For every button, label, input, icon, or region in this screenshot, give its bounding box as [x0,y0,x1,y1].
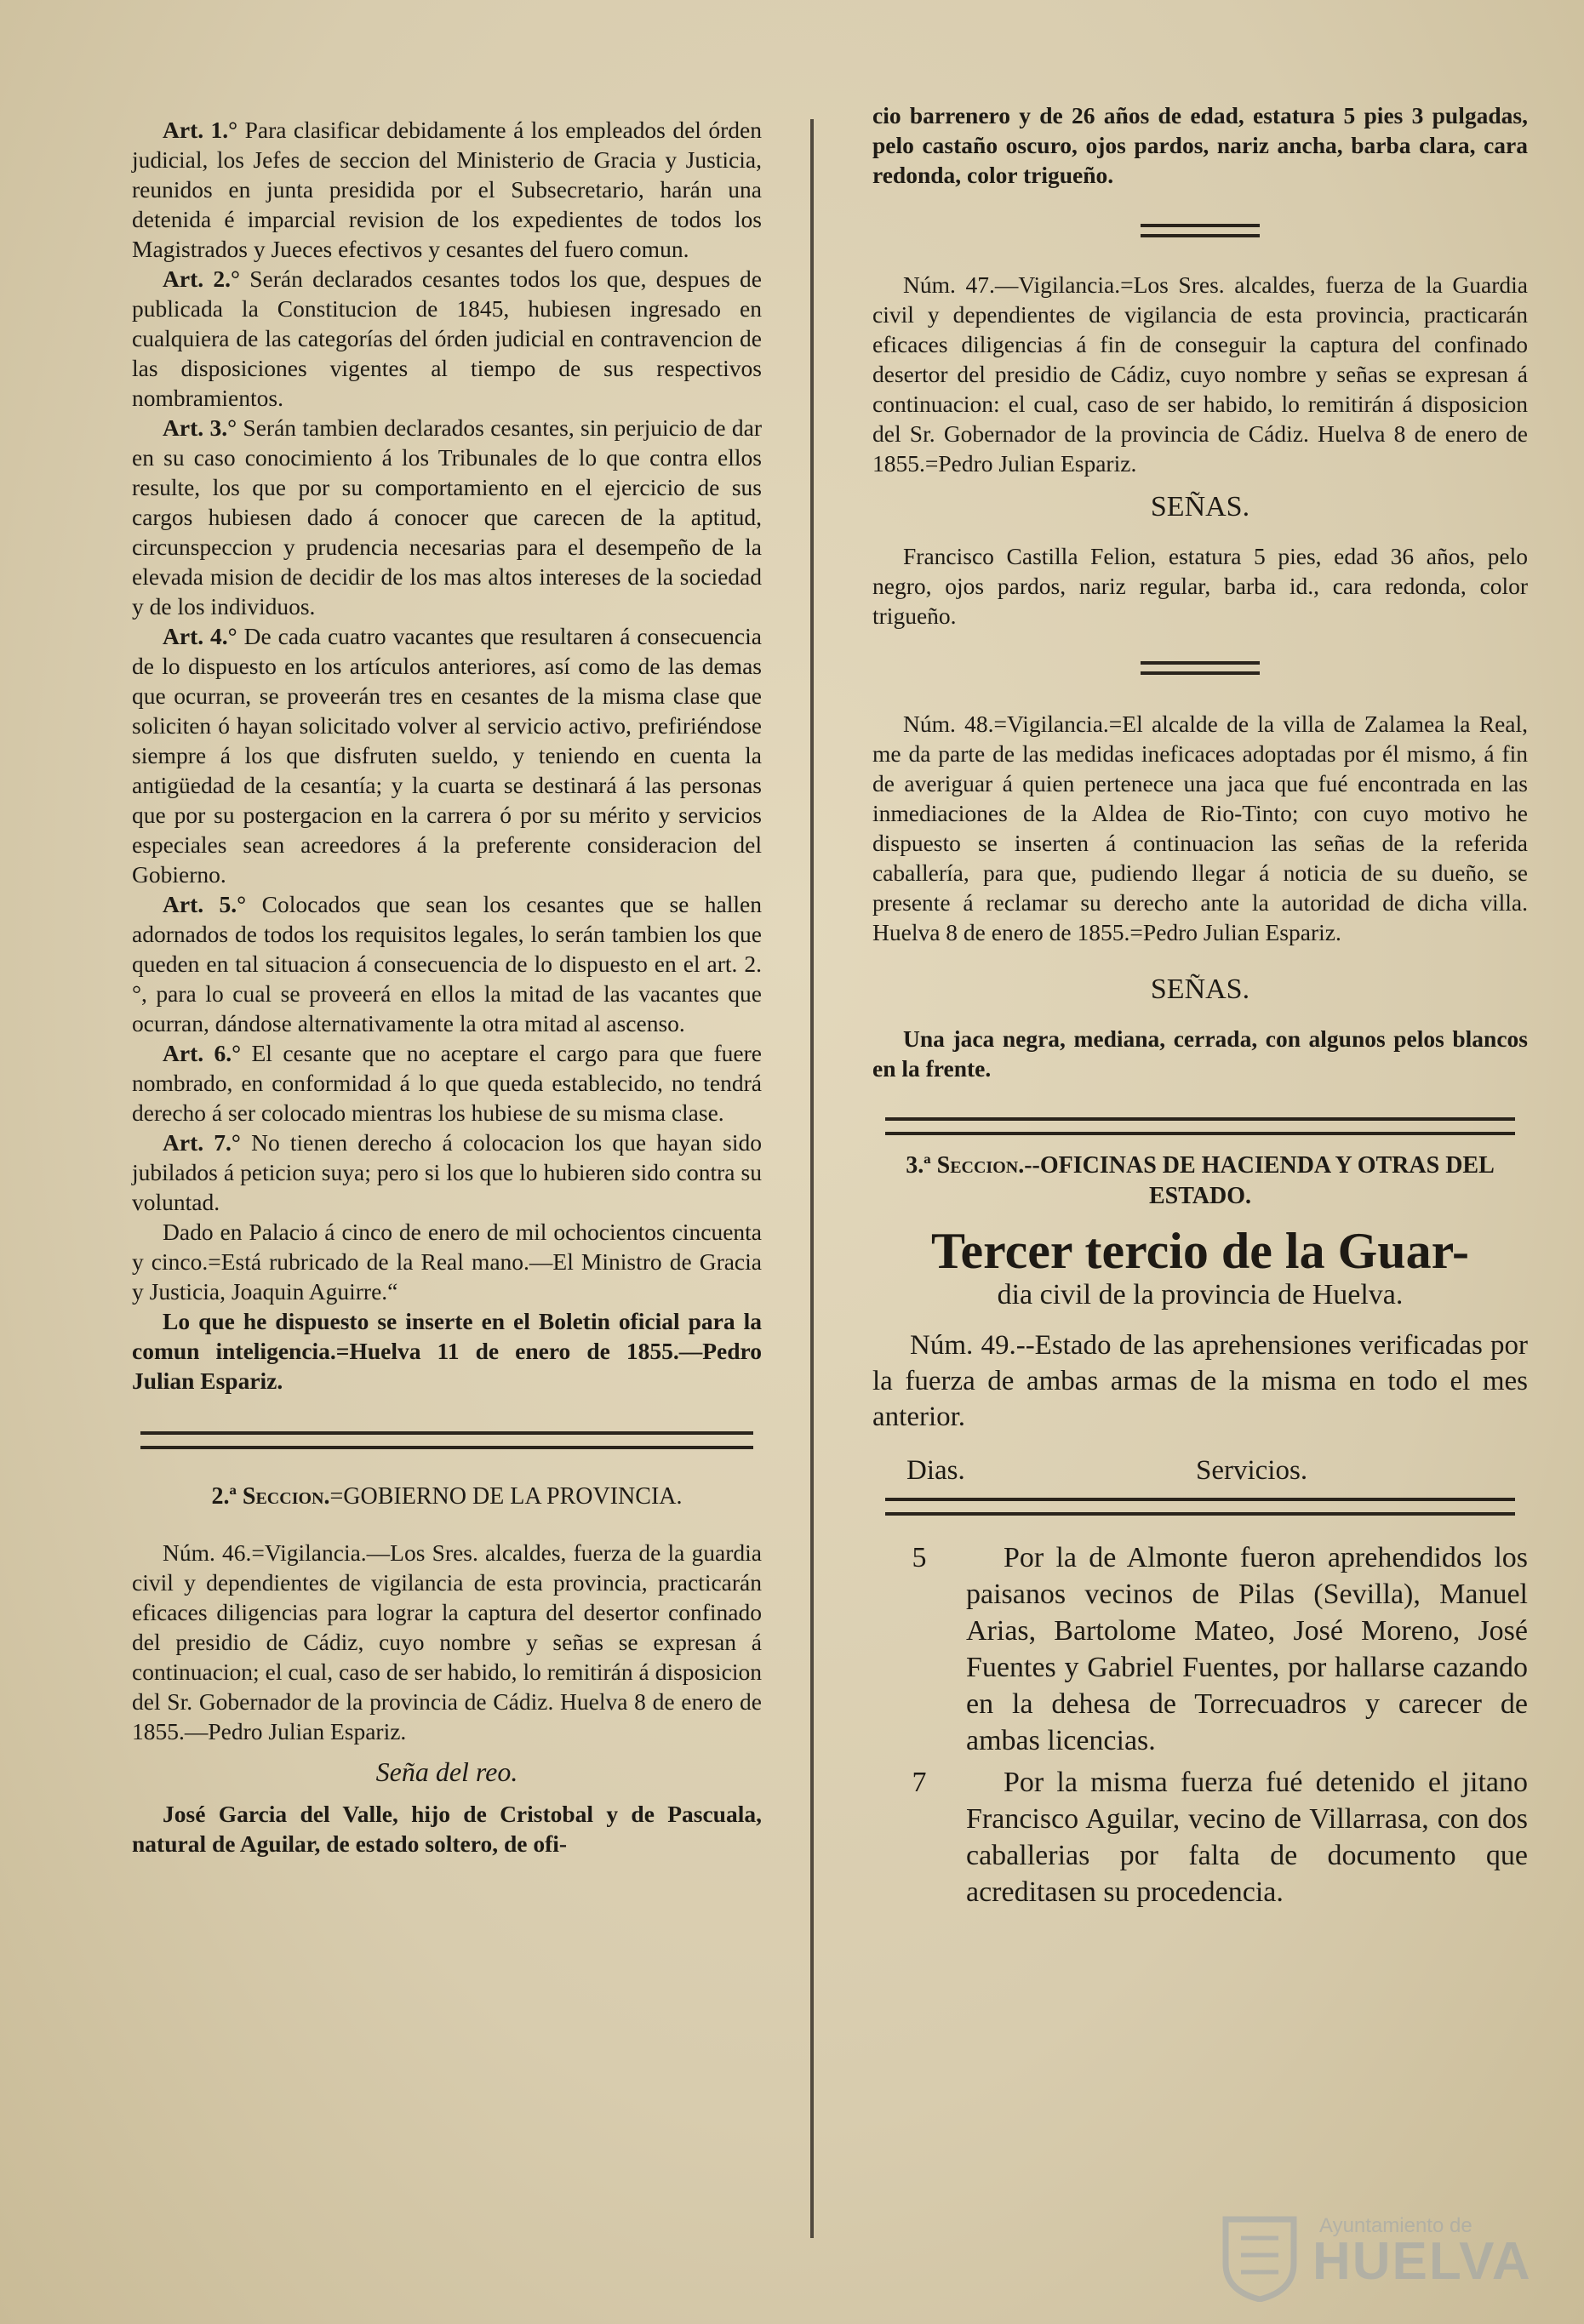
num-47-senas-heading: SEÑAS. [1150,491,1250,522]
num-48-senas-heading: SEÑAS. [1150,974,1250,1005]
article-5: Art. 5.° Colocados que sean los cesantes que se hallen adornados de todos los requisitos legales, lo serán tambien los que queden en tal situacion á consecuencia de lo dispuesto en el art. 2.°, para lo cual se proveerá en ellos la mitad de las vacantes que ocurran, dándose alternativamente la otra mitad al ascenso. [132,891,762,1036]
days-column-header: Dias. [906,1455,965,1486]
num-47-notice: Núm. 47.—Vigilancia.=Los Sres. alcaldes, fuerza de la Guardia civil y dependientes de vigilancia de esta provincia, practicarán eficaces diligencias á fin de conseguir la captura del confinado desertor del presidio de Cádiz, cuyo nombre y señas se expresan á continuacion: el cual, caso de ser habido, lo remitirán á disposicion del Sr. Gobernador de la provincia de Cádiz. Huelva 8 de enero de 1855.=Pedro Julian Espariz. [872,271,1528,477]
watermark-title: HUELVA [1312,2232,1532,2291]
short-separator [1141,224,1260,237]
article-7: Art. 7.° No tienen derecho á colocacion los que hayan sido jubilados á peticion suya; pero si los que lo hubieren sido contra su voluntad. [132,1129,762,1215]
city-shield-icon [1217,2213,1302,2302]
watermark-subtitle: Ayuntamiento de [1319,2214,1472,2237]
article-1: Art. 1.° Para clasificar debidamente á los empleados del órden judicial, los Jefes de seccion del Ministerio de Gracia y Justicia, reunidos en junta presidida por el Subsecretario, harán una detenida é imparcial revision de los expedientes de todos los Magistrados y Jueces efectivos y cesantes del fuero comun. [132,117,762,262]
row-day: 7 [912,1767,927,1798]
article-2: Art. 2.° Serán declarados cesantes todos los que, despues de publicada la Constitucion de 1845, hubiesen ingresado en cualquiera de las categorías del órden judicial en contravencion de las disposiciones vigentes al tiempo de sus respectivos nombramientos. [132,266,762,411]
ayuntamiento-huelva-watermark [1217,2213,1541,2306]
section-separator [885,1117,1515,1135]
num-48-notice: Núm. 48.=Vigilancia.=El alcalde de la villa de Zalamea la Real, me da parte de las medidas ineficaces adoptadas por él mismo, á fin de averiguar á quien pertenece una jaca que fué encontrada en las inmediaciones de la Aldea de Rio-Tinto; con cuyo motivo he dispuesto se inserten á continuacion las señas de la referida caballería, para que, pudiendo llegar á noticia de su dueño, se presente á reclamar su derecho ante la autoridad de dicha villa. Huelva 8 de enero de 1855.=Pedro Julian Espariz. [872,711,1528,945]
services-column-header: Servicios. [1196,1455,1308,1486]
right-column [872,100,1528,1910]
table-header-rule [885,1498,1515,1516]
row-day: 5 [912,1542,927,1573]
article-6: Art. 6.° El cesante que no aceptare el cargo para que fuere nombrado, en conformidad á lo que queda establecido, no tendrá derecho á ser colocado mientras los hubiese de su misma clase. [132,1040,762,1126]
num-48-description: Una jaca negra, mediana, cerrada, con algunos pelos blancos en la frente. [872,1025,1528,1082]
num-49-notice: Núm. 49.--Estado de las aprehensiones verificadas por la fuerza de ambas armas de la misma en todo el mes anterior. [872,1330,1528,1432]
section-separator [140,1431,753,1449]
article-4: Art. 4.° De cada cuatro vacantes que resultaren á consecuencia de lo dispuesto en los artículos anteriores, así como de las demas que ocurran, se proveerán tres en cesantes de la misma clase que soliciten ó hayan solicitado volver al servicio activo, prefiriéndose siempre á los que disfruten sueldo, y teniendo en cuenta la antigüedad de la cesantía; y la cuarta se destinará á las personas que por su postergacion en la carrera ó por su mérito y servicios especiales sean acreedores á la preferente consideracion del Gobierno. [132,623,762,888]
row-service: Por la de Almonte fueron aprehendidos los paisanos vecinos de Pilas (Sevilla), Manuel Arias, Bartolome Mateo, José Moreno, José Fuentes y Gabriel Fuentes, por hallarse cazando en la dehesa de Torrecuadros y carecer de ambas licencias. [966,1542,1528,1756]
sena-del-reo-heading: Seña del reo. [375,1756,518,1787]
num-47-description: Francisco Castilla Felion, estatura 5 pies, edad 36 años, pelo negro, ojos pardos, nariz regular, barba id., cara redonda, color trigueño. [872,543,1528,629]
section-3-heading: 3.ª Seccion.--OFICINAS DE HACIENDA Y OTRAS DEL ESTADO. [906,1152,1495,1209]
row-service: Por la misma fuerza fué detenido el jitano Francisco Aguilar, vecino de Villarrasa, con dos caballerias por falta de documento que acreditasen su procedencia. [966,1767,1528,1908]
left-column [132,115,762,1859]
section-2-heading: 2.ª Seccion.=GOBIERNO DE LA PROVINCIA. [211,1483,683,1510]
guardia-civil-title: Tercer tercio de la Guar- [930,1223,1470,1279]
table-row [872,1764,1528,1910]
services-table-header [872,1453,1528,1487]
insert-note: Lo que he dispuesto se inserte en el Boletin oficial para la comun inteligencia.=Huelva 11 de enero de 1855.—Pedro Julian Espariz. [132,1308,762,1394]
table-row [872,1539,1528,1759]
article-3: Art. 3.° Serán tambien declarados cesantes, sin perjuicio de dar en su caso conocimiento á los Tribunales de lo que contra ellos resulte, los que por su comportamiento en el ejercicio de sus cargos hubiesen dado á conocer que carecen de la aptitud, circunspeccion y prudencia necesarias para el desempeño de la elevada mision de decidir de los mas altos intereses de la sociedad y de los individuos. [132,414,762,620]
num-46-description: José Garcia del Valle, hijo de Cristobal y de Pascuala, natural de Aguilar, de estado soltero, de ofi- [132,1801,762,1857]
num-46-notice: Núm. 46.=Vigilancia.—Los Sres. alcaldes, fuerza de la guardia civil y dependientes de vigilancia de esta provincia, practicarán eficaces diligencias para lograr la captura del desertor confinado del presidio de Cádiz, cuyo nombre y señas se expresan á continuacion; el cual, caso de ser habido, lo remitirán á disposicion del Sr. Gobernador de la provincia de Cádiz. Huelva 8 de enero de 1855.—Pedro Julian Espariz. [132,1539,762,1744]
num-46-description-continued: cio barrenero y de 26 años de edad, estatura 5 pies 3 pulgadas, pelo castaño oscuro, ojos pardos, nariz ancha, barba clara, cara redonda, color trigueño. [872,102,1528,188]
guardia-civil-subtitle: dia civil de la provincia de Huelva. [997,1279,1404,1310]
column-divider [810,119,814,2238]
short-separator [1141,661,1260,675]
decree-closing: Dado en Palacio á cinco de enero de mil ochocientos cincuenta y cinco.=Está rubricado de la Real mano.—El Ministro de Gracia y Justicia, Joaquin Aguirre.“ [132,1219,762,1305]
